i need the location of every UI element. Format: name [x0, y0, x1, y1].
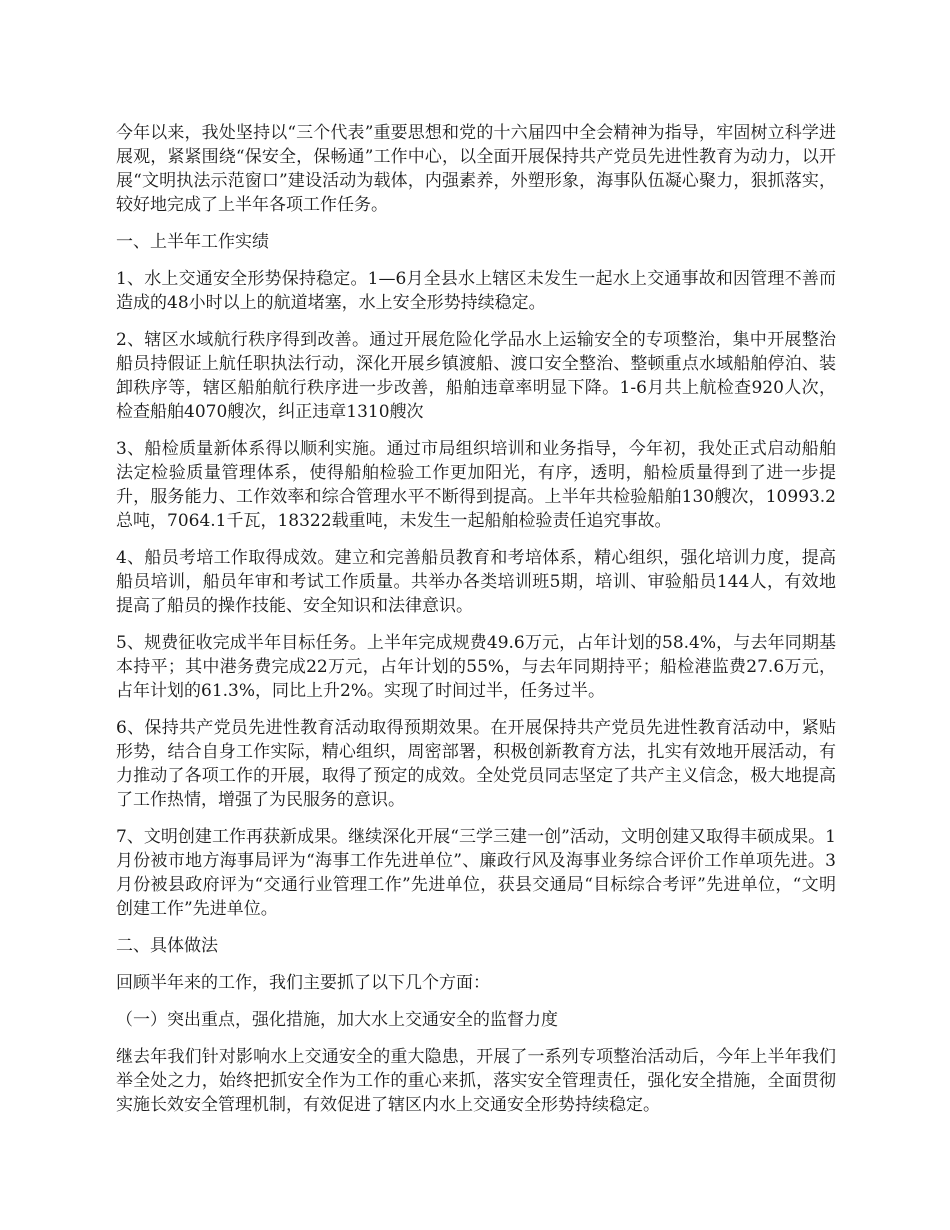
item-paragraph-1: 1、水上交通安全形势保持稳定。1—6月全县水上辖区未发生一起水上交通事故和因管理不善而造成的48小时以上的航道堵塞，水上安全形势持续稳定。: [116, 269, 836, 313]
item-paragraph-4: 4、船员考培工作取得成效。建立和完善船员教育和考培体系，精心组织，强化培训力度，提高船员培训，船员年审和考试工作质量。共举办各类培训班5期，培训、审验船员144人，有效地提高了船员的操作技能、安全知识和法律意识。: [116, 548, 836, 616]
document-body: [116, 121, 836, 1130]
item-paragraph-3: 3、船检质量新体系得以顺利实施。通过市局组织培训和业务指导，今年初，我处正式启动船舶法定检验质量管理体系，使得船舶检验工作更加阳光，有序，透明，船检质量得到了进一步提升，服务能力、工作效率和综合管理水平不断得到提高。上半年共检验船舶130艘次，10993.2总吨，7064.1千瓦，18322载重吨，未发生一起船舶检验责任追究事故。: [116, 439, 836, 531]
item-paragraph-6: 6、保持共产党员先进性教育活动取得预期效果。在开展保持共产党员先进性教育活动中，紧贴形势，结合自身工作实际，精心组织，周密部署，积极创新教育方法，扎实有效地开展活动，有力推动了各项工作的开展，取得了预定的成效。全处党员同志坚定了共产主义信念，极大地提高了工作热情，增强了为民服务的意识。: [116, 718, 836, 810]
section-heading-1: 一、上半年工作实绩: [116, 232, 269, 252]
section-heading-2: 二、具体做法: [116, 936, 218, 956]
review-paragraph: 回顾半年来的工作，我们主要抓了以下几个方面：: [116, 973, 490, 993]
item-paragraph-5: 5、规费征收完成半年目标任务。上半年完成规费49.6万元，占年计划的58.4%，与去年同期基本持平；其中港务费完成22万元，占年计划的55%，与去年同期持平；船检港监费27.6万元，占年计划的61.3%，同比上升2%。实现了时间过半，任务过半。: [116, 633, 836, 701]
item-paragraph-7: 7、文明创建工作再获新成果。继续深化开展“三学三建一创”活动，文明创建又取得丰硕成果。1月份被市地方海事局评为“海事工作先进单位”、廉政行风及海事业务综合评价工作单项先进。3月份被县政府评为“交通行业管理工作”先进单位，获县交通局“目标综合考评”先进单位，“文明创建工作”先进单位。: [116, 827, 836, 919]
subsection-heading-1: （一）突出重点，强化措施，加大水上交通安全的监督力度: [116, 1010, 558, 1030]
intro-paragraph: 今年以来，我处坚持以“三个代表”重要思想和党的十六届四中全会精神为指导，牢固树立科学进展观，紧紧围绕“保安全，保畅通”工作中心，以全面开展保持共产党员先进性教育为动力，以开展“文明执法示范窗口”建设活动为载体，内强素养，外塑形象，海事队伍凝心聚力，狠抓落实，较好地完成了上半年各项工作任务。: [116, 123, 836, 215]
item-paragraph-2: 2、辖区水域航行秩序得到改善。通过开展危险化学品水上运输安全的专项整治，集中开展整治船员持假证上航任职执法行动，深化开展乡镇渡船、渡口安全整治、整顿重点水域船舶停泊、装卸秩序等，辖区船舶航行秩序进一步改善，船舶违章率明显下降。1-6月共上航检查920人次，检查船舶4070艘次，纠正违章1310艘次: [116, 330, 836, 422]
subsection-paragraph-1: 继去年我们针对影响水上交通安全的重大隐患，开展了一系列专项整治活动后，今年上半年我们举全处之力，始终把抓安全作为工作的重心来抓，落实安全管理责任，强化安全措施，全面贯彻实施长效安全管理机制，有效促进了辖区内水上交通安全形势持续稳定。: [116, 1047, 836, 1115]
